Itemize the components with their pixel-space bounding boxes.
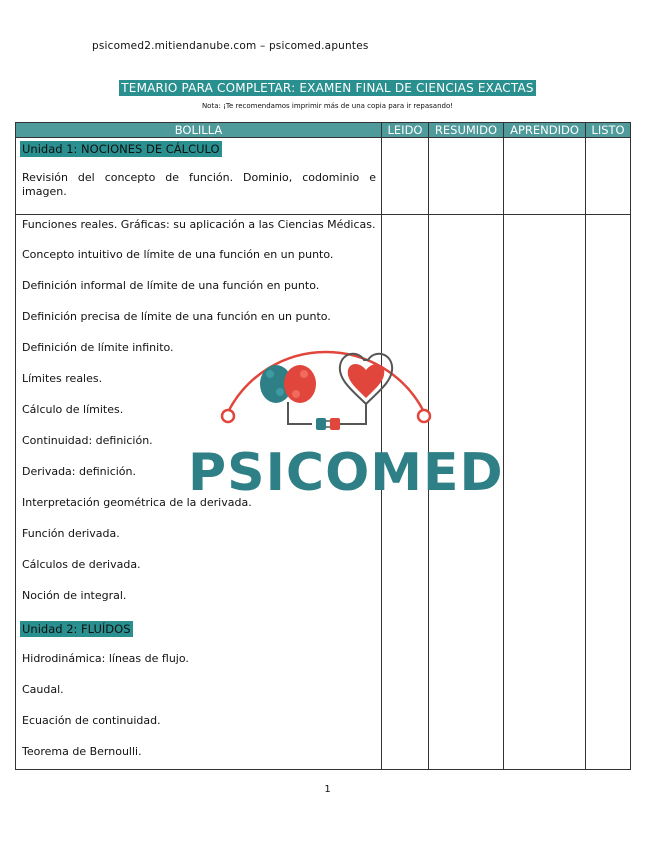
document-title: TEMARIO PARA COMPLETAR: EXAMEN FINAL DE CIENCIAS EXACTAS — [121, 81, 534, 95]
column-header-bolilla: BOLILLA — [16, 123, 382, 138]
list-item: Cálculo de límites. — [22, 403, 124, 416]
unit-2-heading: Unidad 2: FLUÍDOS — [22, 622, 131, 636]
list-item: Ecuación de continuidad. — [22, 714, 161, 727]
checkbox-cell-aprendido[interactable] — [504, 138, 586, 215]
bolilla-cell — [16, 138, 382, 215]
list-item: Interpretación geométrica de la derivada. — [22, 496, 252, 509]
checkbox-cell-resumido[interactable] — [429, 138, 504, 215]
list-item: Derivada: definición. — [22, 465, 137, 478]
unit-1-heading: Unidad 1: NOCIONES DE CÁLCULO — [22, 142, 220, 156]
list-item: Cálculos de derivada. — [22, 558, 141, 571]
header-url: psicomed2.mitiendanube.com – psicomed.apuntes — [92, 40, 369, 52]
list-item: Noción de integral. — [22, 589, 127, 602]
watermark-text: PSICOMED — [188, 443, 504, 503]
checkbox-cell-listo[interactable] — [586, 215, 631, 770]
list-item: Continuidad: definición. — [22, 434, 153, 447]
column-header-aprendido: APRENDIDO — [504, 123, 586, 138]
column-header-resumido: RESUMIDO — [429, 123, 504, 138]
checkbox-cell-leido[interactable] — [382, 138, 429, 215]
list-item: Concepto intuitivo de límite de una función en un punto. — [22, 248, 334, 261]
title-wrap — [0, 77, 655, 96]
list-item: Teorema de Bernoulli. — [22, 745, 142, 758]
table-row — [16, 138, 631, 215]
list-item: Funciones reales. Gráficas: su aplicación a las Ciencias Médicas. — [22, 218, 376, 231]
note-text: Nota: ¡Te recomendamos imprimir más de una copia para ir repasando! — [201, 102, 454, 110]
list-item: Función derivada. — [22, 527, 120, 540]
checkbox-cell-listo[interactable] — [586, 138, 631, 215]
list-item: Límites reales. — [22, 372, 103, 385]
column-header-listo: LISTO — [586, 123, 631, 138]
page-number: 1 — [324, 784, 331, 795]
table-header-row — [16, 123, 631, 138]
list-item: Caudal. — [22, 683, 64, 696]
list-item: Hidrodinámica: líneas de flujo. — [22, 652, 189, 665]
list-item: Definición de límite infinito. — [22, 341, 174, 354]
column-header-leido: LEIDO — [382, 123, 429, 138]
checkbox-cell-aprendido[interactable] — [504, 215, 586, 770]
list-item: Revisión del concepto de función. Dominio, codominio e imagen. — [22, 171, 376, 198]
list-item: Definición precisa de límite de una función en un punto. — [22, 310, 331, 323]
list-item: Definición informal de límite de una función en punto. — [22, 279, 320, 292]
